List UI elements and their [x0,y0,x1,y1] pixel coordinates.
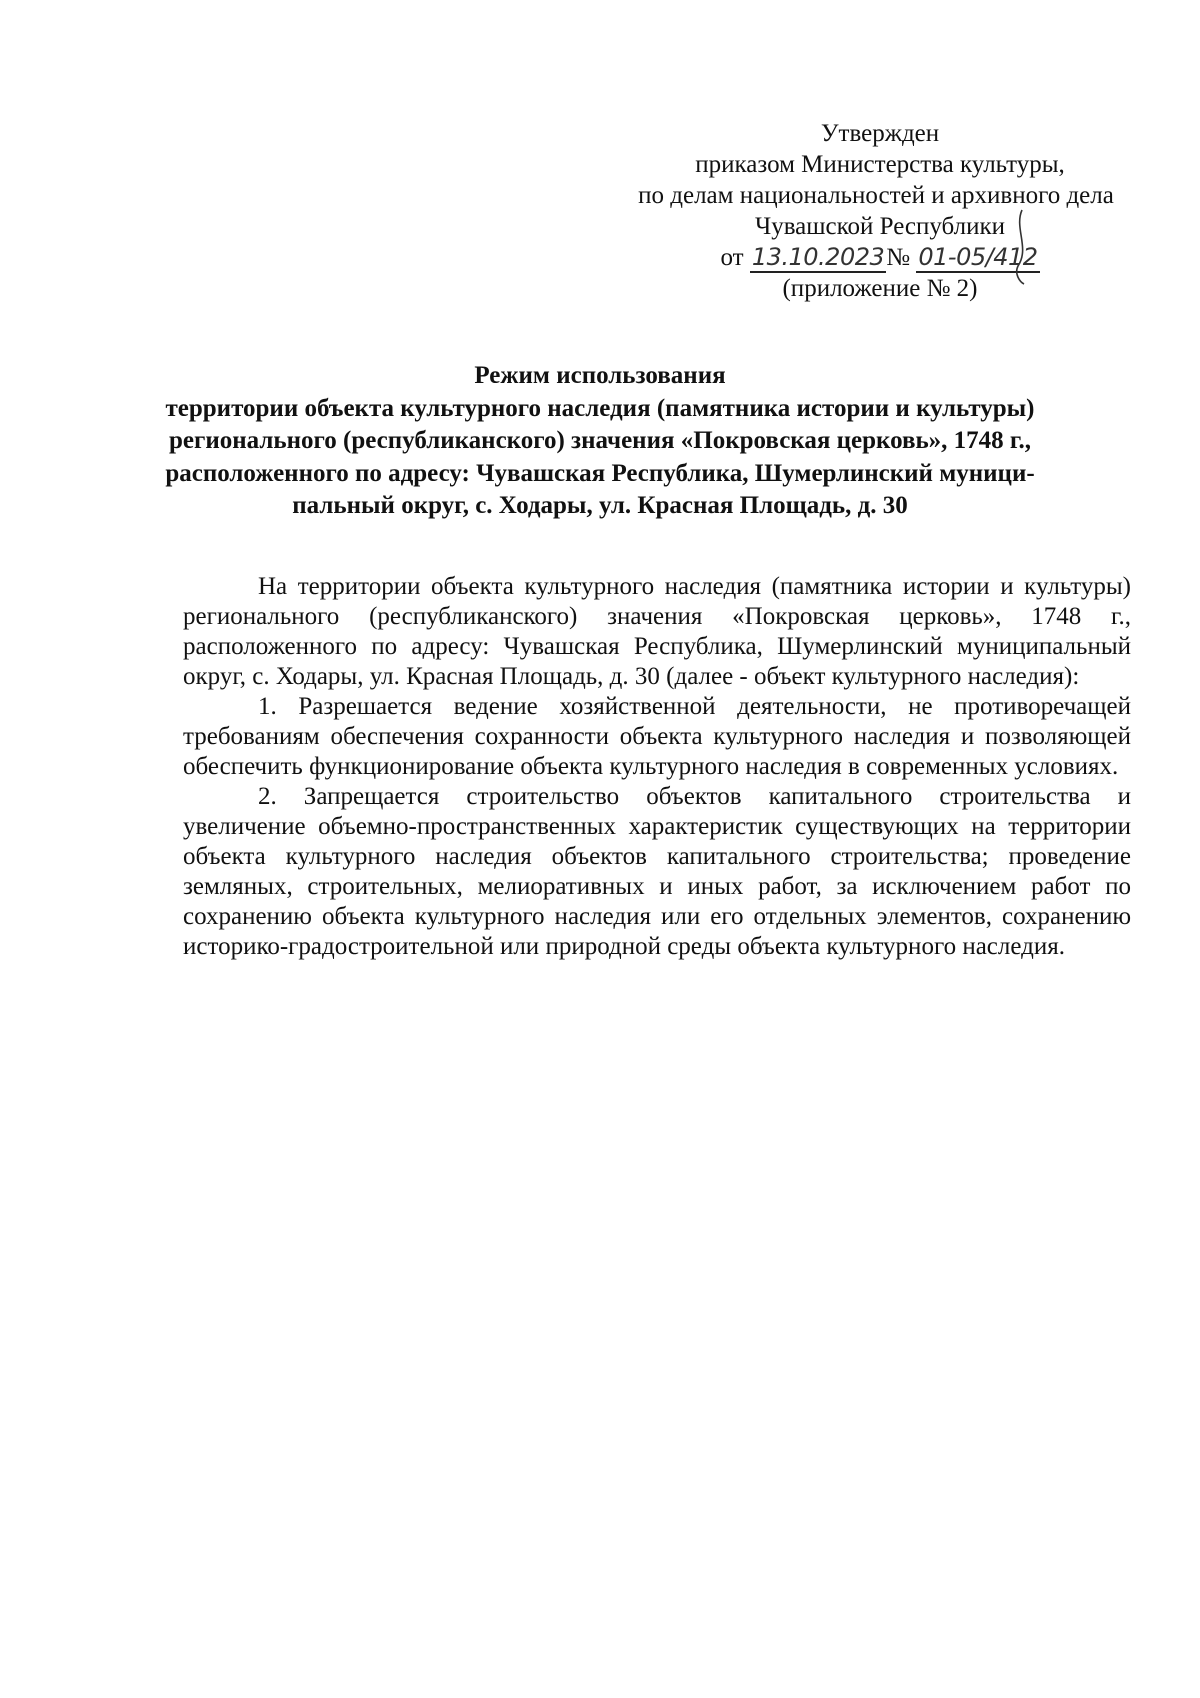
item-1-paragraph: 1. Разрешается ведение хозяйственной деятельности, не противоречащей требованиям обеспечения сохранности объекта культурного наследия и позволяющей обеспечить функционирование объекта культурного наследия в современных условиях. [183,693,1131,780]
handwritten-number: 01-05/412 [918,243,1038,271]
item-2-paragraph: 2. Запрещается строительство объектов капитального строительства и увеличение объемно-пространственных характеристик существующих на территории объекта культурного наследия объектов капитального строительства; проведение земляных, строительных, мелиоративных и иных работ, за исключением работ по сохранению объекта культурного наследия или его отдельных элементов, сохранению историко-градостроительной или природной среды объекта культурного наследия. [183,783,1131,960]
approval-block [600,118,1160,304]
pen-stroke-mark [1000,208,1040,288]
title-line-2: территории объекта культурного наследия (памятника истории и культуры) [165,394,1035,422]
document-title [150,360,1050,523]
approval-ministry-cont: по делам национальностей и архивного дела [638,182,1114,209]
approval-heading: Утвержден [820,120,940,147]
date-prefix: от [720,244,744,271]
number-prefix: № [886,244,911,271]
handwritten-date: 13.10.2023 [751,243,885,271]
approval-ministry: приказом Министерства культуры, [695,151,1065,178]
document-body [183,572,1131,962]
title-line-4: расположенного по адресу: Чувашская Республика, Шумерлинский муници- [165,459,1035,487]
title-line-1: Режим использования [474,362,726,389]
intro-paragraph: На территории объекта культурного наследия (памятника истории и культуры) регионального (республиканского) значения «Покровская церковь», 1748 г., расположенного по адресу: Чувашская Республика, Шумерлинский муниципальный округ, с. Ходары, ул. Красная Площадь, д. 30 (далее - объект культурного наследия): [183,573,1131,690]
title-line-3: регионального (республиканского) значения «Покровская церковь», 1748 г., [169,427,1031,454]
title-line-5: пальный округ, с. Ходары, ул. Красная Площадь, д. 30 [292,492,908,519]
approval-republic: Чувашской Республики [754,213,1006,240]
approval-appendix: (приложение № 2) [782,275,978,302]
approval-date-number [600,242,1160,273]
